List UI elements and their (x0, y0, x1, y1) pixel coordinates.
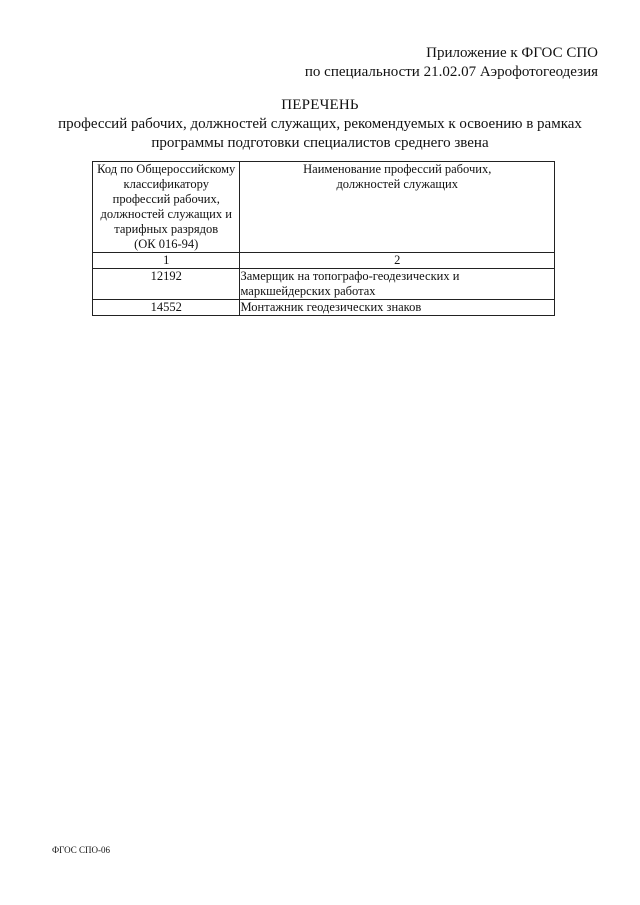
header-name-line: должностей служащих (336, 177, 459, 191)
header-code-line: должностей служащих и (100, 207, 232, 221)
header-code-line: тарифных разрядов (114, 222, 219, 236)
document-subtitle-line-1: профессий рабочих, должностей служащих, рекомендуемых к освоению в рамках (58, 116, 582, 132)
appendix-header (305, 44, 598, 82)
table-row (93, 300, 555, 316)
profession-name-line: маркшейдерских работах (240, 284, 376, 298)
profession-name-line: Замерщик на топографо-геодезических и (240, 269, 460, 283)
footer-label: ФГОС СПО-06 (52, 845, 110, 855)
document-title: ПЕРЕЧЕНЬ (281, 97, 359, 113)
column-number-row (93, 253, 555, 269)
table-row (93, 269, 555, 300)
table-header-row (93, 162, 555, 253)
header-code-line: классификатору (123, 177, 209, 191)
column-number-2: 2 (240, 253, 555, 269)
profession-name (240, 300, 555, 316)
profession-name-line: Монтажник геодезических знаков (240, 300, 422, 314)
appendix-line-2: по специальности 21.02.07 Аэрофотогеодезия (304, 64, 598, 80)
header-name-cell (240, 162, 555, 253)
header-code-line: профессий рабочих, (112, 192, 220, 206)
profession-name (240, 269, 555, 300)
profession-code: 12192 (93, 269, 240, 300)
header-code-line: Код по Общероссийскому (97, 162, 236, 176)
column-number-1: 1 (93, 253, 240, 269)
appendix-line-1: Приложение к ФГОС СПО (426, 45, 598, 61)
header-code-line: (ОК 016-94) (134, 237, 199, 251)
header-code-cell (93, 162, 240, 253)
document-subtitle-line-2: программы подготовки специалистов среднего звена (151, 135, 489, 151)
header-name-line: Наименование профессий рабочих, (303, 162, 492, 176)
profession-code: 14552 (93, 300, 240, 316)
professions-table (92, 161, 555, 316)
title-block (40, 96, 600, 153)
